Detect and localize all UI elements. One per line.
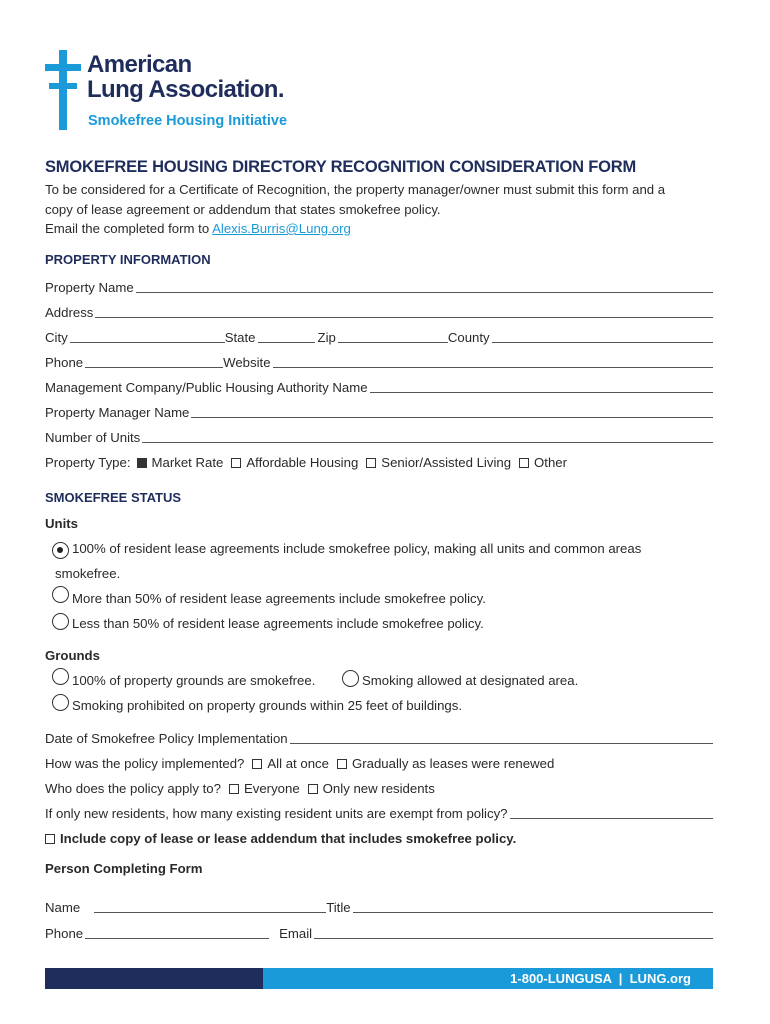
checkbox-icon[interactable] <box>366 458 376 468</box>
person-phone-row <box>45 923 713 941</box>
how-implemented-label: How was the policy implemented? <box>45 756 245 771</box>
person-email-field[interactable] <box>314 924 713 939</box>
management-field[interactable] <box>370 378 713 393</box>
state-label: State <box>224 330 256 345</box>
radio-selected-dot <box>57 547 63 553</box>
property-type-row <box>45 452 713 470</box>
units-heading: Units <box>45 516 78 531</box>
checkbox-icon[interactable] <box>252 759 262 769</box>
checkbox-icon[interactable] <box>519 458 529 468</box>
property-name-row <box>45 277 713 295</box>
include-copy-row <box>45 828 713 846</box>
manager-row <box>45 402 713 420</box>
checkbox-checked-icon[interactable] <box>137 458 147 468</box>
intro-email-line <box>45 219 725 239</box>
person-heading: Person Completing Form <box>45 861 203 876</box>
double-cross-icon <box>45 50 81 130</box>
website-field[interactable] <box>273 353 713 368</box>
address-row <box>45 302 713 320</box>
zip-field[interactable] <box>338 328 448 343</box>
state-field[interactable] <box>258 328 315 343</box>
units-radio-more-50[interactable] <box>52 586 69 603</box>
city-row <box>45 327 713 345</box>
grounds-radio-25-feet[interactable] <box>52 694 69 711</box>
units-option-less-50: Less than 50% of resident lease agreements include smokefree policy. <box>72 616 484 631</box>
person-name-label: Name <box>45 900 81 915</box>
units-option-100-line1: 100% of resident lease agreements include smokefree policy, making all units and common areas <box>72 541 642 556</box>
grounds-heading: Grounds <box>45 648 100 663</box>
who-applies-label: Who does the policy apply to? <box>45 781 221 796</box>
checkbox-icon[interactable] <box>229 784 239 794</box>
initiative-name: Smokefree Housing Initiative <box>88 113 288 129</box>
how-gradually[interactable]: Gradually as leases were renewed <box>337 756 554 771</box>
units-option-100-line2: smokefree. <box>55 566 121 581</box>
management-label: Management Company/Public Housing Authority Name <box>45 380 368 395</box>
address-field[interactable] <box>95 303 713 318</box>
property-name-field[interactable] <box>136 278 713 293</box>
who-new-residents[interactable]: Only new residents <box>308 781 435 796</box>
units-field[interactable] <box>142 428 713 443</box>
form-intro <box>45 180 725 239</box>
who-everyone[interactable]: Everyone <box>229 781 300 796</box>
how-all-at-once[interactable]: All at once <box>252 756 329 771</box>
address-label: Address <box>45 305 94 320</box>
grounds-option-designated: Smoking allowed at designated area. <box>362 673 579 688</box>
property-type-label: Property Type: <box>45 455 131 470</box>
type-senior-assisted-living[interactable]: Senior/Assisted Living <box>366 455 511 470</box>
include-copy-checkbox[interactable]: Include copy of lease or lease addendum that includes smokefree policy. <box>45 831 516 846</box>
form-title: SMOKEFREE HOUSING DIRECTORY RECOGNITION CONSIDERATION FORM <box>45 158 636 176</box>
who-applies-row <box>45 778 713 796</box>
county-field[interactable] <box>492 328 713 343</box>
manager-label: Property Manager Name <box>45 405 190 420</box>
manager-field[interactable] <box>191 403 713 418</box>
grounds-option-25-feet: Smoking prohibited on property grounds within 25 feet of buildings. <box>72 698 463 713</box>
exempt-units-row <box>45 803 713 821</box>
org-name-line1: American <box>87 51 192 78</box>
management-row <box>45 377 713 395</box>
email-prefix: Email the completed form to <box>45 221 210 236</box>
person-name-field[interactable] <box>94 898 326 913</box>
units-radio-100[interactable] <box>52 542 69 559</box>
implementation-date-field[interactable] <box>290 729 713 744</box>
grounds-radio-100[interactable] <box>52 668 69 685</box>
implementation-date-label: Date of Smokefree Policy Implementation <box>45 731 288 746</box>
units-row <box>45 427 713 445</box>
person-name-row <box>45 897 713 915</box>
person-title-label: Title <box>326 900 351 915</box>
exempt-units-label: If only new residents, how many existing resident units are exempt from policy? <box>45 806 508 821</box>
checkbox-icon[interactable] <box>45 834 55 844</box>
property-name-label: Property Name <box>45 280 134 295</box>
org-name <box>87 52 284 102</box>
intro-line2: copy of lease agreement or addendum that states smokefree policy. <box>45 201 441 217</box>
how-implemented-row <box>45 753 713 771</box>
zip-label: Zip <box>317 330 336 345</box>
implementation-date-row <box>45 728 713 746</box>
county-label: County <box>447 330 490 345</box>
grounds-radio-designated[interactable] <box>342 670 359 687</box>
type-affordable-housing[interactable]: Affordable Housing <box>231 455 358 470</box>
units-option-more-50: More than 50% of resident lease agreements include smokefree policy. <box>72 591 486 606</box>
property-info-heading: PROPERTY INFORMATION <box>45 252 211 267</box>
footer-dark-block <box>45 968 263 989</box>
person-title-field[interactable] <box>353 898 713 913</box>
smokefree-status-heading: SMOKEFREE STATUS <box>45 490 182 505</box>
units-radio-less-50[interactable] <box>52 613 69 630</box>
type-other[interactable]: Other <box>519 455 567 470</box>
phone-label: Phone <box>45 355 84 370</box>
units-label: Number of Units <box>45 430 141 445</box>
footer-bar <box>45 968 713 989</box>
website-label: Website <box>223 355 271 370</box>
type-market-rate[interactable]: Market Rate <box>137 455 224 470</box>
exempt-units-field[interactable] <box>510 804 713 819</box>
person-email-label: Email <box>279 926 313 941</box>
footer-contact: 1-800-LUNGUSA | LUNG.org <box>263 968 713 989</box>
phone-field[interactable] <box>85 353 223 368</box>
phone-row <box>45 352 713 370</box>
person-phone-label: Phone <box>45 926 84 941</box>
person-phone-field[interactable] <box>85 924 269 939</box>
checkbox-icon[interactable] <box>337 759 347 769</box>
checkbox-icon[interactable] <box>308 784 318 794</box>
city-field[interactable] <box>70 328 225 343</box>
org-name-line2: Lung Association. <box>87 76 284 103</box>
checkbox-icon[interactable] <box>231 458 241 468</box>
city-label: City <box>45 330 68 345</box>
email-link[interactable]: Alexis.Burris@Lung.org <box>212 221 351 236</box>
intro-line1: To be considered for a Certificate of Recognition, the property manager/owner must submit this form and a <box>45 182 666 197</box>
grounds-option-100: 100% of property grounds are smokefree. <box>72 673 316 688</box>
